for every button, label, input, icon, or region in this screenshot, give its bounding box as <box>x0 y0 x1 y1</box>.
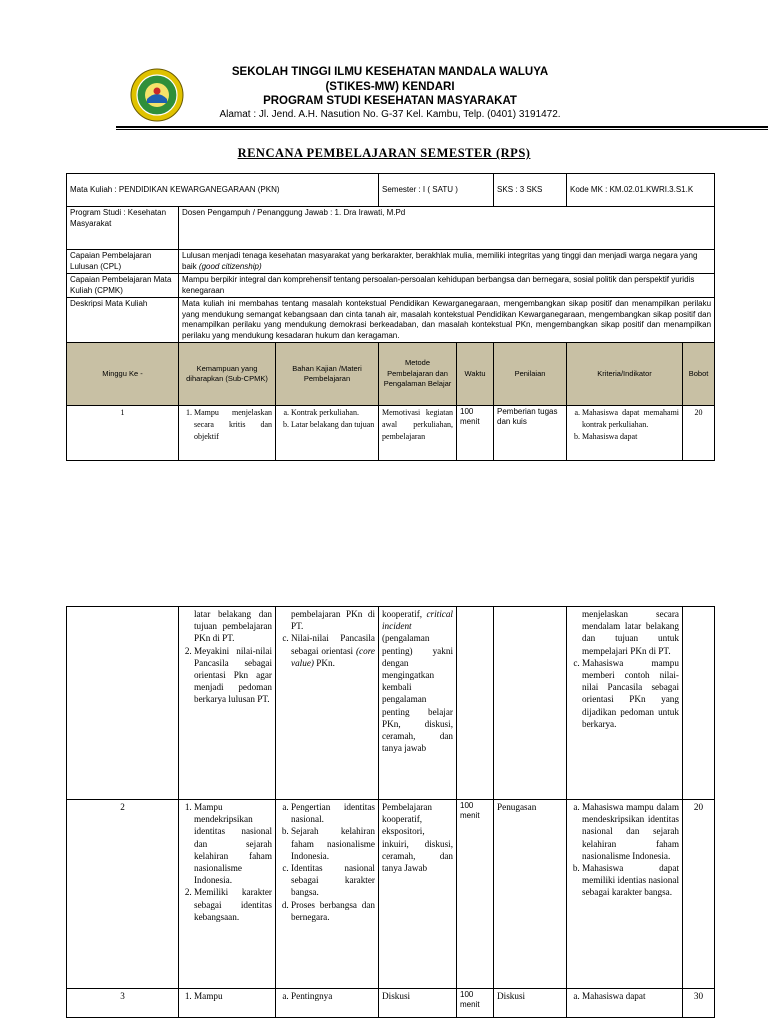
list-item: b. Mahasiswa dapat <box>582 431 679 443</box>
course-name: Mata Kuliah : PENDIDIKAN KEWARGANEGARAAN (PKN) <box>67 174 379 207</box>
weight-cell: 20 <box>683 800 715 989</box>
study-program: Program Studi : Kesehatan Masyarakat <box>67 207 179 250</box>
method-cell: Memotivasi kegiatan awal perkuliahan, pembelajaran <box>379 406 457 461</box>
col-header-method: Metode Pembelajaran dan Pengalaman Belajar <box>379 343 457 406</box>
list-item: a. Mahasiswa dapat memahami kontrak perkuliahan. <box>582 407 679 431</box>
school-address: Alamat : Jl. Jend. A.H. Nasution No. G-37 Kel. Kambu, Telp. (0401) 3191472. <box>219 109 561 120</box>
list-item: a. Mahasiswa mampu dalam mendeskripsikan identitas nasional dan sejarah kelahiran faham nasionalisme Indonesia. <box>582 801 679 862</box>
week-cell: 1 <box>67 406 179 461</box>
material-italic: (core value) <box>291 645 376 668</box>
list-item: 1. Mampu menjelaskan secara kritis dan objektif <box>194 407 272 444</box>
col-header-assessment: Penilaian <box>494 343 567 406</box>
table-row <box>67 800 715 989</box>
table-row <box>67 989 715 1018</box>
description-text: Mata kuliah ini membahas tentang masalah kontekstual Pendidikan Kewarganegaraan, mengembangkan sikap positif dan menampilkan perilaku yang mendukung semangat kebangsaan dan cinta tanah air, masalah kontekstual Pendidikan Kewarganegaraan, mengembangkan sikap positif dan menampilkan perilaku yang mendukung demokrasi berkeadaban, dan masalah kontekstual PKn, mengembangkan sikap positif dan menampilkan perilaku yang mendukung kesadaran hukum dan keragaman. <box>179 298 715 343</box>
list-item: b. Mahasiswa dapat memiliki identias nasional sebagai karakter bangsa. <box>582 862 679 899</box>
cpmk-label: Capaian Pembelajaran Mata Kuliah (CPMK) <box>67 274 179 298</box>
course-code: Kode MK : KM.02.01.KWRI.3.S1.K <box>567 174 715 207</box>
method-cell: Pembelajaran kooperatif, ekspositori, inkuiri, diskusi, ceramah, dan tanya Jawab <box>379 800 457 989</box>
time-cell: 100 menit <box>457 406 494 461</box>
cpl-text <box>179 250 715 274</box>
list-item: a. Pengertian identitas nasional. <box>291 801 375 825</box>
lecturer: Dosen Pengampuh / Penanggung Jawab : 1. Dra Irawati, M.Pd <box>179 207 715 250</box>
description-label: Deskripsi Mata Kuliah <box>67 298 179 343</box>
assessment-cell: Penugasan <box>494 800 567 989</box>
method-italic: critical incident <box>382 609 453 632</box>
table-header-row <box>67 343 715 406</box>
semester: Semester : I ( SATU ) <box>379 174 494 207</box>
course-info-row <box>67 174 715 207</box>
ability-cell <box>179 406 276 461</box>
list-item: pembelajaran PKn di PT. <box>291 609 375 632</box>
rps-info-table <box>66 173 715 461</box>
time-cell: 100 menit <box>457 800 494 989</box>
document-title: RENCANA PEMBELAJARAN SEMESTER (RPS) <box>237 146 531 160</box>
ability-cell <box>179 800 276 989</box>
week-cell <box>67 607 179 800</box>
method-cell <box>379 607 457 800</box>
rps-schedule-table-continued <box>66 606 715 1018</box>
method-text: kooperatif, <box>382 609 423 619</box>
list-item: a. Mahasiswa dapat <box>582 990 679 1002</box>
col-header-material: Bahan Kajian /Materi Pembelajaran <box>276 343 379 406</box>
school-name: SEKOLAH TINGGI ILMU KESEHATAN MANDALA WALUYA <box>231 66 549 78</box>
header-rule <box>116 126 768 128</box>
sks: SKS : 3 SKS <box>494 174 567 207</box>
material-cell <box>276 607 379 800</box>
list-item: c. Mahasiswa mampu memberi contoh nilai-nilai Pancasila sebagai orientasi PKn yang dijadikan pedoman untuk berkarya. <box>582 657 679 730</box>
time-cell <box>457 607 494 800</box>
method-text-rest: (pengalaman penting) yakni dengan mengingatkan kembali pengalaman penting belajar PKn, diskusi, ceramah, dan tanya jawab <box>382 633 453 754</box>
weight-cell <box>683 607 715 800</box>
material-cell <box>276 989 379 1018</box>
list-item: 2. Memiliki karakter sebagai identitas kebangsaan. <box>194 886 272 923</box>
list-item: b. Latar belakang dan tujuan <box>291 419 375 431</box>
weight-cell: 30 <box>683 989 715 1018</box>
ability-cell <box>179 607 276 800</box>
criteria-cell <box>567 800 683 989</box>
program-row <box>67 207 715 250</box>
cpl-label: Capaian Pembelajaran Lulusan (CPL) <box>67 250 179 274</box>
cpmk-text: Mampu berpikir integral dan komprehensif tentang persoalan-persoalan kehidupan berbangsa dan bernegara, sosial politik dan perspektif yuridis kenegaraan <box>179 274 715 298</box>
list-item: 1. Mampu mendekripsikan identitas nasional dan sejarah kelahiran faham nasionalisme Indonesia. <box>194 801 272 886</box>
list-item: a. Kontrak perkuliahan. <box>291 407 375 419</box>
material-cell <box>276 406 379 461</box>
list-item: 1. Mampu <box>194 990 272 1002</box>
material-cell <box>276 800 379 989</box>
week-cell: 3 <box>67 989 179 1018</box>
list-item: b. Sejarah kelahiran faham nasionalisme Indonesia. <box>291 825 375 862</box>
cpl-text-body: Lulusan menjadi tenaga kesehatan masyarakat yang berkarakter, berakhlak mulia, memiliki integritas yang tinggi dan menjadi warga negara yang baik <box>182 251 698 271</box>
assessment-cell: Pemberian tugas dan kuis <box>494 406 567 461</box>
list-item: d. Proses berbangsa dan bernegara. <box>291 899 375 923</box>
criteria-cell <box>567 607 683 800</box>
list-item: menjelaskan secara mendalam latar belakang dan tujuan untuk mempelajari PKn di PT. <box>582 609 679 656</box>
list-item: a. Pentingnya <box>291 990 375 1002</box>
col-header-time: Waktu <box>457 343 494 406</box>
col-header-week: Minggu Ke - <box>67 343 179 406</box>
list-item: 2. Meyakini nilai-nilai Pancasila sebagai orientasi Pkn agar menjadi pedoman berkarya lulusan PT. <box>194 645 272 706</box>
description-row <box>67 298 715 343</box>
school-short-name: (STIKES-MW) KENDARI <box>325 81 455 93</box>
weight-cell: 20 <box>683 406 715 461</box>
criteria-cell <box>567 406 683 461</box>
material-text: Nilai-nilai Pancasila sebagai orientasi <box>291 633 375 656</box>
criteria-cell <box>567 989 683 1018</box>
list-item: c. Identitas nasional sebagai karakter bangsa. <box>291 862 375 899</box>
col-header-ability: Kemampuan yang diharapkan (Sub-CPMK) <box>179 343 276 406</box>
program-name: PROGRAM STUDI KESEHATAN MASYARAKAT <box>263 95 517 107</box>
cpl-row <box>67 250 715 274</box>
header-rule-thin <box>116 129 768 130</box>
method-cell: Diskusi <box>379 989 457 1018</box>
assessment-cell: Diskusi <box>494 989 567 1018</box>
week-cell: 2 <box>67 800 179 989</box>
document-header <box>0 0 768 130</box>
table-row <box>67 607 715 800</box>
ability-cell <box>179 989 276 1018</box>
assessment-cell <box>494 607 567 800</box>
cpmk-row <box>67 274 715 298</box>
list-item <box>291 632 375 669</box>
list-item: latar belakang dan tujuan pembelajaran PKn di PT. <box>194 609 272 644</box>
col-header-criteria: Kriteria/Indikator <box>567 343 683 406</box>
cpl-text-italic: (good citizenship) <box>198 261 262 271</box>
col-header-weight: Bobot <box>683 343 715 406</box>
material-text-end: PKn. <box>316 657 335 668</box>
time-cell: 100 menit <box>457 989 494 1018</box>
table-row <box>67 406 715 461</box>
institution-seal-icon <box>130 68 184 122</box>
